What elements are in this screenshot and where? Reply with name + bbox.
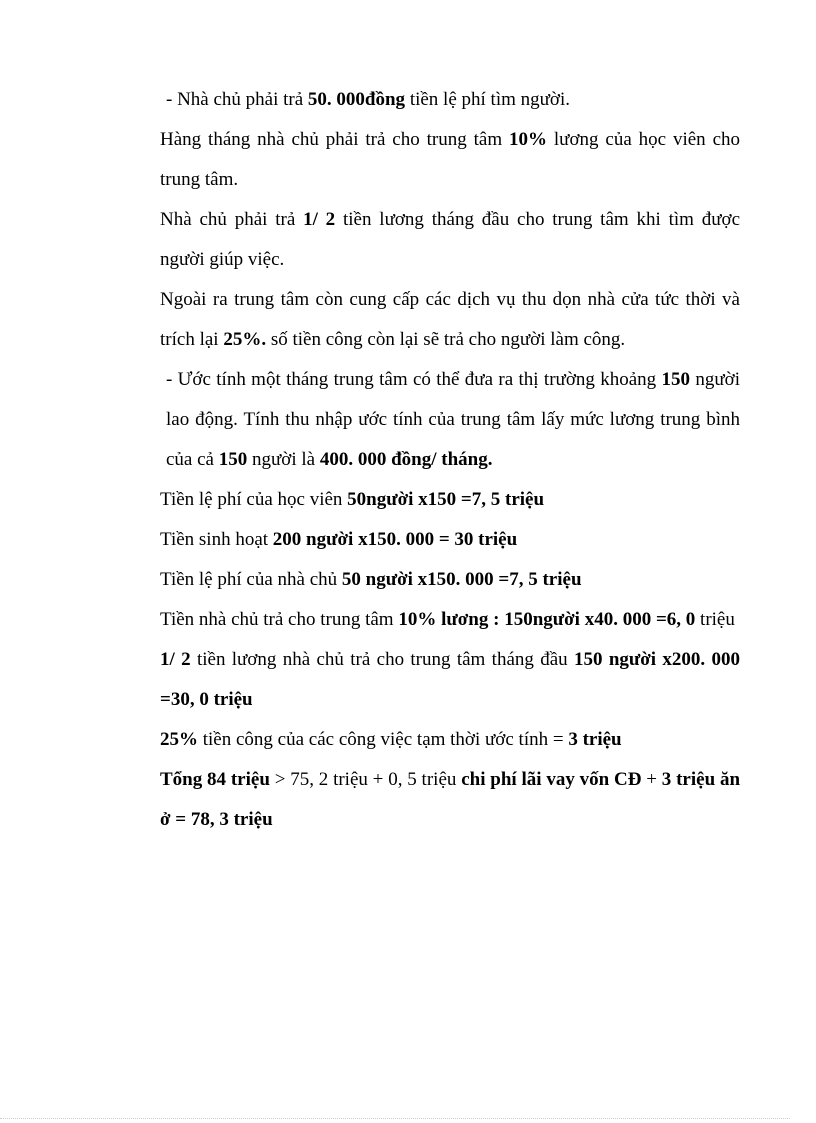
text-segment-bold: 1/ 2 — [303, 209, 336, 230]
text-segment-bold: 25% — [160, 729, 198, 750]
text-segment: Tiền sinh hoạt — [160, 529, 273, 550]
paragraph-owner-fee — [160, 560, 740, 600]
text-segment: người là — [247, 449, 320, 470]
paragraph-first-salary — [160, 200, 740, 280]
text-segment: Tiền lệ phí của nhà chủ — [160, 569, 342, 590]
text-segment: - Nhà chủ phải trả — [166, 89, 308, 110]
text-segment-bold: 3 triệu ăn ở = 78, 3 triệu — [160, 769, 741, 830]
text-segment: - Ước tính một tháng trung tâm có thể đưa ra thị trường khoảng — [166, 369, 662, 390]
text-segment-bold: chi phí lãi vay vốn CĐ — [461, 769, 642, 790]
text-segment: lương của học viên cho trung tâm. — [160, 129, 740, 190]
text-segment-bold: 3 triệu — [568, 729, 622, 750]
text-segment-bold: 10% lương : 150người x40. 000 =6, 0 — [398, 609, 696, 630]
text-segment-bold: 150 — [218, 449, 248, 470]
paragraph-half-salary — [160, 640, 740, 720]
text-segment-bold: 10% — [509, 129, 547, 150]
page-bottom-rule — [0, 1118, 790, 1119]
text-segment-bold: 200 người x150. 000 = 30 triệu — [272, 529, 518, 550]
text-segment: + — [641, 769, 662, 790]
text-segment-bold: 1/ 2 — [160, 649, 191, 670]
text-segment: tiền công của các công việc tạm thời ước tính = — [198, 729, 569, 750]
text-segment-bold: 25%. — [223, 329, 267, 350]
text-segment: triệu — [695, 609, 735, 630]
text-segment: Ngoài ra trung tâm còn cung cấp các dịch vụ thu dọn nhà cửa tức thời và trích lại — [160, 289, 740, 350]
text-segment: Tiền lệ phí của học viên — [160, 489, 348, 510]
text-segment: số tiền công còn lại sẽ trả cho người làm công. — [266, 329, 626, 350]
paragraph-living-cost — [160, 520, 740, 560]
paragraph-estimate — [160, 360, 740, 480]
text-segment: tiền lương nhà chủ trả cho trung tâm tháng đầu — [190, 649, 574, 670]
paragraph-student-fee — [160, 480, 740, 520]
paragraph-temp-work — [160, 720, 740, 760]
paragraph-cleaning-services — [160, 280, 740, 360]
text-segment: Tiền nhà chủ trả cho trung tâm — [160, 609, 399, 630]
text-segment: tiền lương tháng đầu cho trung tâm khi tìm được người giúp việc. — [160, 209, 740, 270]
document-body — [160, 80, 740, 840]
text-segment: Nhà chủ phải trả — [160, 209, 304, 230]
text-segment-bold: 150 người x200. 000 =30, 0 triệu — [160, 649, 740, 710]
text-segment-bold: Tổng 84 triệu — [160, 769, 270, 790]
paragraph-fee-search — [160, 80, 740, 120]
text-segment: tiền lệ phí tìm người. — [405, 89, 571, 110]
text-segment-bold: 50. 000đồng — [307, 89, 406, 110]
paragraph-owner-percent — [160, 600, 740, 640]
text-segment: Hàng tháng nhà chủ phải trả cho trung tâm — [160, 129, 509, 150]
text-segment-bold: 50 người x150. 000 =7, 5 triệu — [341, 569, 582, 590]
text-segment-bold: 50người x150 =7, 5 triệu — [347, 489, 545, 510]
text-segment-bold: 400. 000 đồng/ tháng. — [319, 449, 493, 470]
paragraph-monthly-percent — [160, 120, 740, 200]
text-segment: người lao động. Tính thu nhập ước tính của trung tâm lấy mức lương trung bình của cả — [166, 369, 740, 470]
text-segment: > 75, 2 triệu + 0, 5 triệu — [269, 769, 462, 790]
text-segment-bold: 150 — [661, 369, 691, 390]
paragraph-total — [160, 760, 740, 840]
